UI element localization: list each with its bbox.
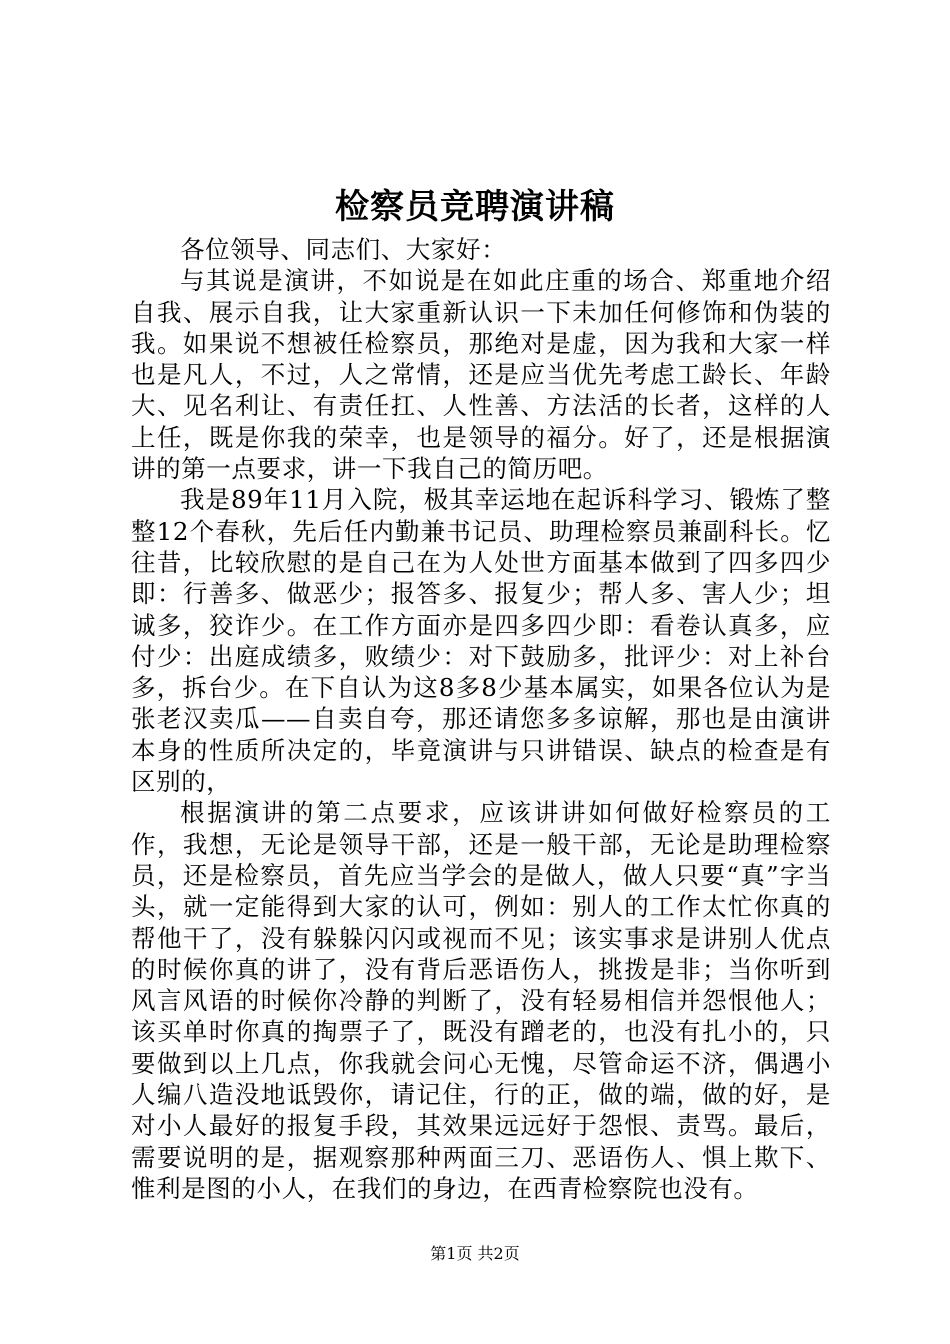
document-body	[131, 234, 831, 1204]
greeting-paragraph: 各位领导、同志们、大家好：	[180, 235, 507, 264]
body-paragraph: 我是89年11月入院，极其幸运地在起诉科学习、锻炼了整整12个春秋，先后任内勤兼书记员、助理检察员兼副科长。忆往昔，比较欣慰的是自己在为人处世方面基本做到了四多四少即：行善多、做恶少；报答多、报复少；帮人多、害人少；坦诚多，狡诈少。在工作方面亦是四多四少即：看卷认真多，应付少：出庭成绩多，败绩少：对下鼓励多，批评少：对上补台多，拆台少。在下自认为这8多8少基本属实，如果各位认为是张老汉卖瓜——自卖自夸，那还请您多多谅解，那也是由演讲本身的性质所决定的，毕竟演讲与只讲错误、缺点的检查是有区别的，	[131, 485, 831, 797]
document-title: 检察员竞聘演讲稿	[335, 187, 615, 227]
page-number-footer: 第1页 共2页	[430, 1244, 520, 1263]
body-paragraph: 与其说是演讲，不如说是在如此庄重的场合、郑重地介绍自我、展示自我，让大家重新认识一下未加任何修饰和伪装的我。如果说不想被任检察员，那绝对是虚，因为我和大家一样也是凡人，不过，人之常情，还是应当优先考虑工龄长、年龄大、见名利让、有责任扛、人性善、方法活的长者，这样的人上任，既是你我的荣幸，也是领导的福分。好了，还是根据演讲的第一点要求，讲一下我自己的简历吧。	[131, 266, 831, 484]
body-paragraph: 根据演讲的第二点要求，应该讲讲如何做好检察员的工作，我想，无论是领导干部，还是一般干部，无论是助理检察员，还是检察员，首先应当学会的是做人，做人只要“真”字当头，就一定能得到大家的认可，例如：别人的工作太忙你真的帮他干了，没有躲躲闪闪或视而不见；该实事求是讲别人优点的时候你真的讲了，没有背后恶语伤人，挑拨是非；当你听到风言风语的时候你冷静的判断了，没有轻易相信并怨恨他人；该买单时你真的掏票子了，既没有蹭老的，也没有扎小的，只要做到以上几点，你我就会问心无愧，尽管命运不济，偶遇小人编八造没地诋毁你，请记住，行的正，做的端，做的好，是对小人最好的报复手段，其效果远远好于怨恨、责骂。最后，需要说明的是，据观察那种两面三刀、恶语伤人、惧上欺下、惟利是图的小人，在我们的身边，在西青检察院也没有。	[131, 798, 831, 1203]
